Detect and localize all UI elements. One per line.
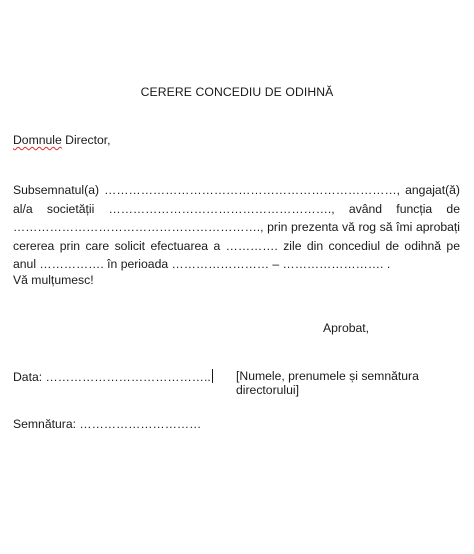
signature-field: Semnătura: ………………………… bbox=[13, 417, 202, 431]
closing-thanks: Vă mulțumesc! bbox=[13, 273, 94, 287]
salutation-word-misspelled: Domnule bbox=[13, 133, 62, 147]
salutation bbox=[13, 133, 111, 147]
date-label: Data: ………………………………….. bbox=[13, 370, 211, 384]
salutation-rest: Director, bbox=[61, 133, 111, 147]
director-signature-placeholder: [Numele, prenumele și semnătura directorului] bbox=[236, 369, 419, 397]
date-field[interactable] bbox=[13, 369, 213, 384]
request-body-paragraph: Subsemnatul(a) ………………………………………………………………, angajat(ă) al/a societății ………………………………………………., având funcția de ……………………………………………………., prin prezenta vă rog să îmi aprobați cererea prin care solicit efectuarea a …………. zile din concediul de odihnă pe anul ……………. în perioada …………………… – ……………………. . bbox=[13, 183, 460, 272]
text-cursor bbox=[212, 369, 213, 383]
document-title: CERERE CONCEDIU DE ODIHNĂ bbox=[140, 85, 334, 99]
approved-label: Aprobat, bbox=[323, 321, 370, 335]
